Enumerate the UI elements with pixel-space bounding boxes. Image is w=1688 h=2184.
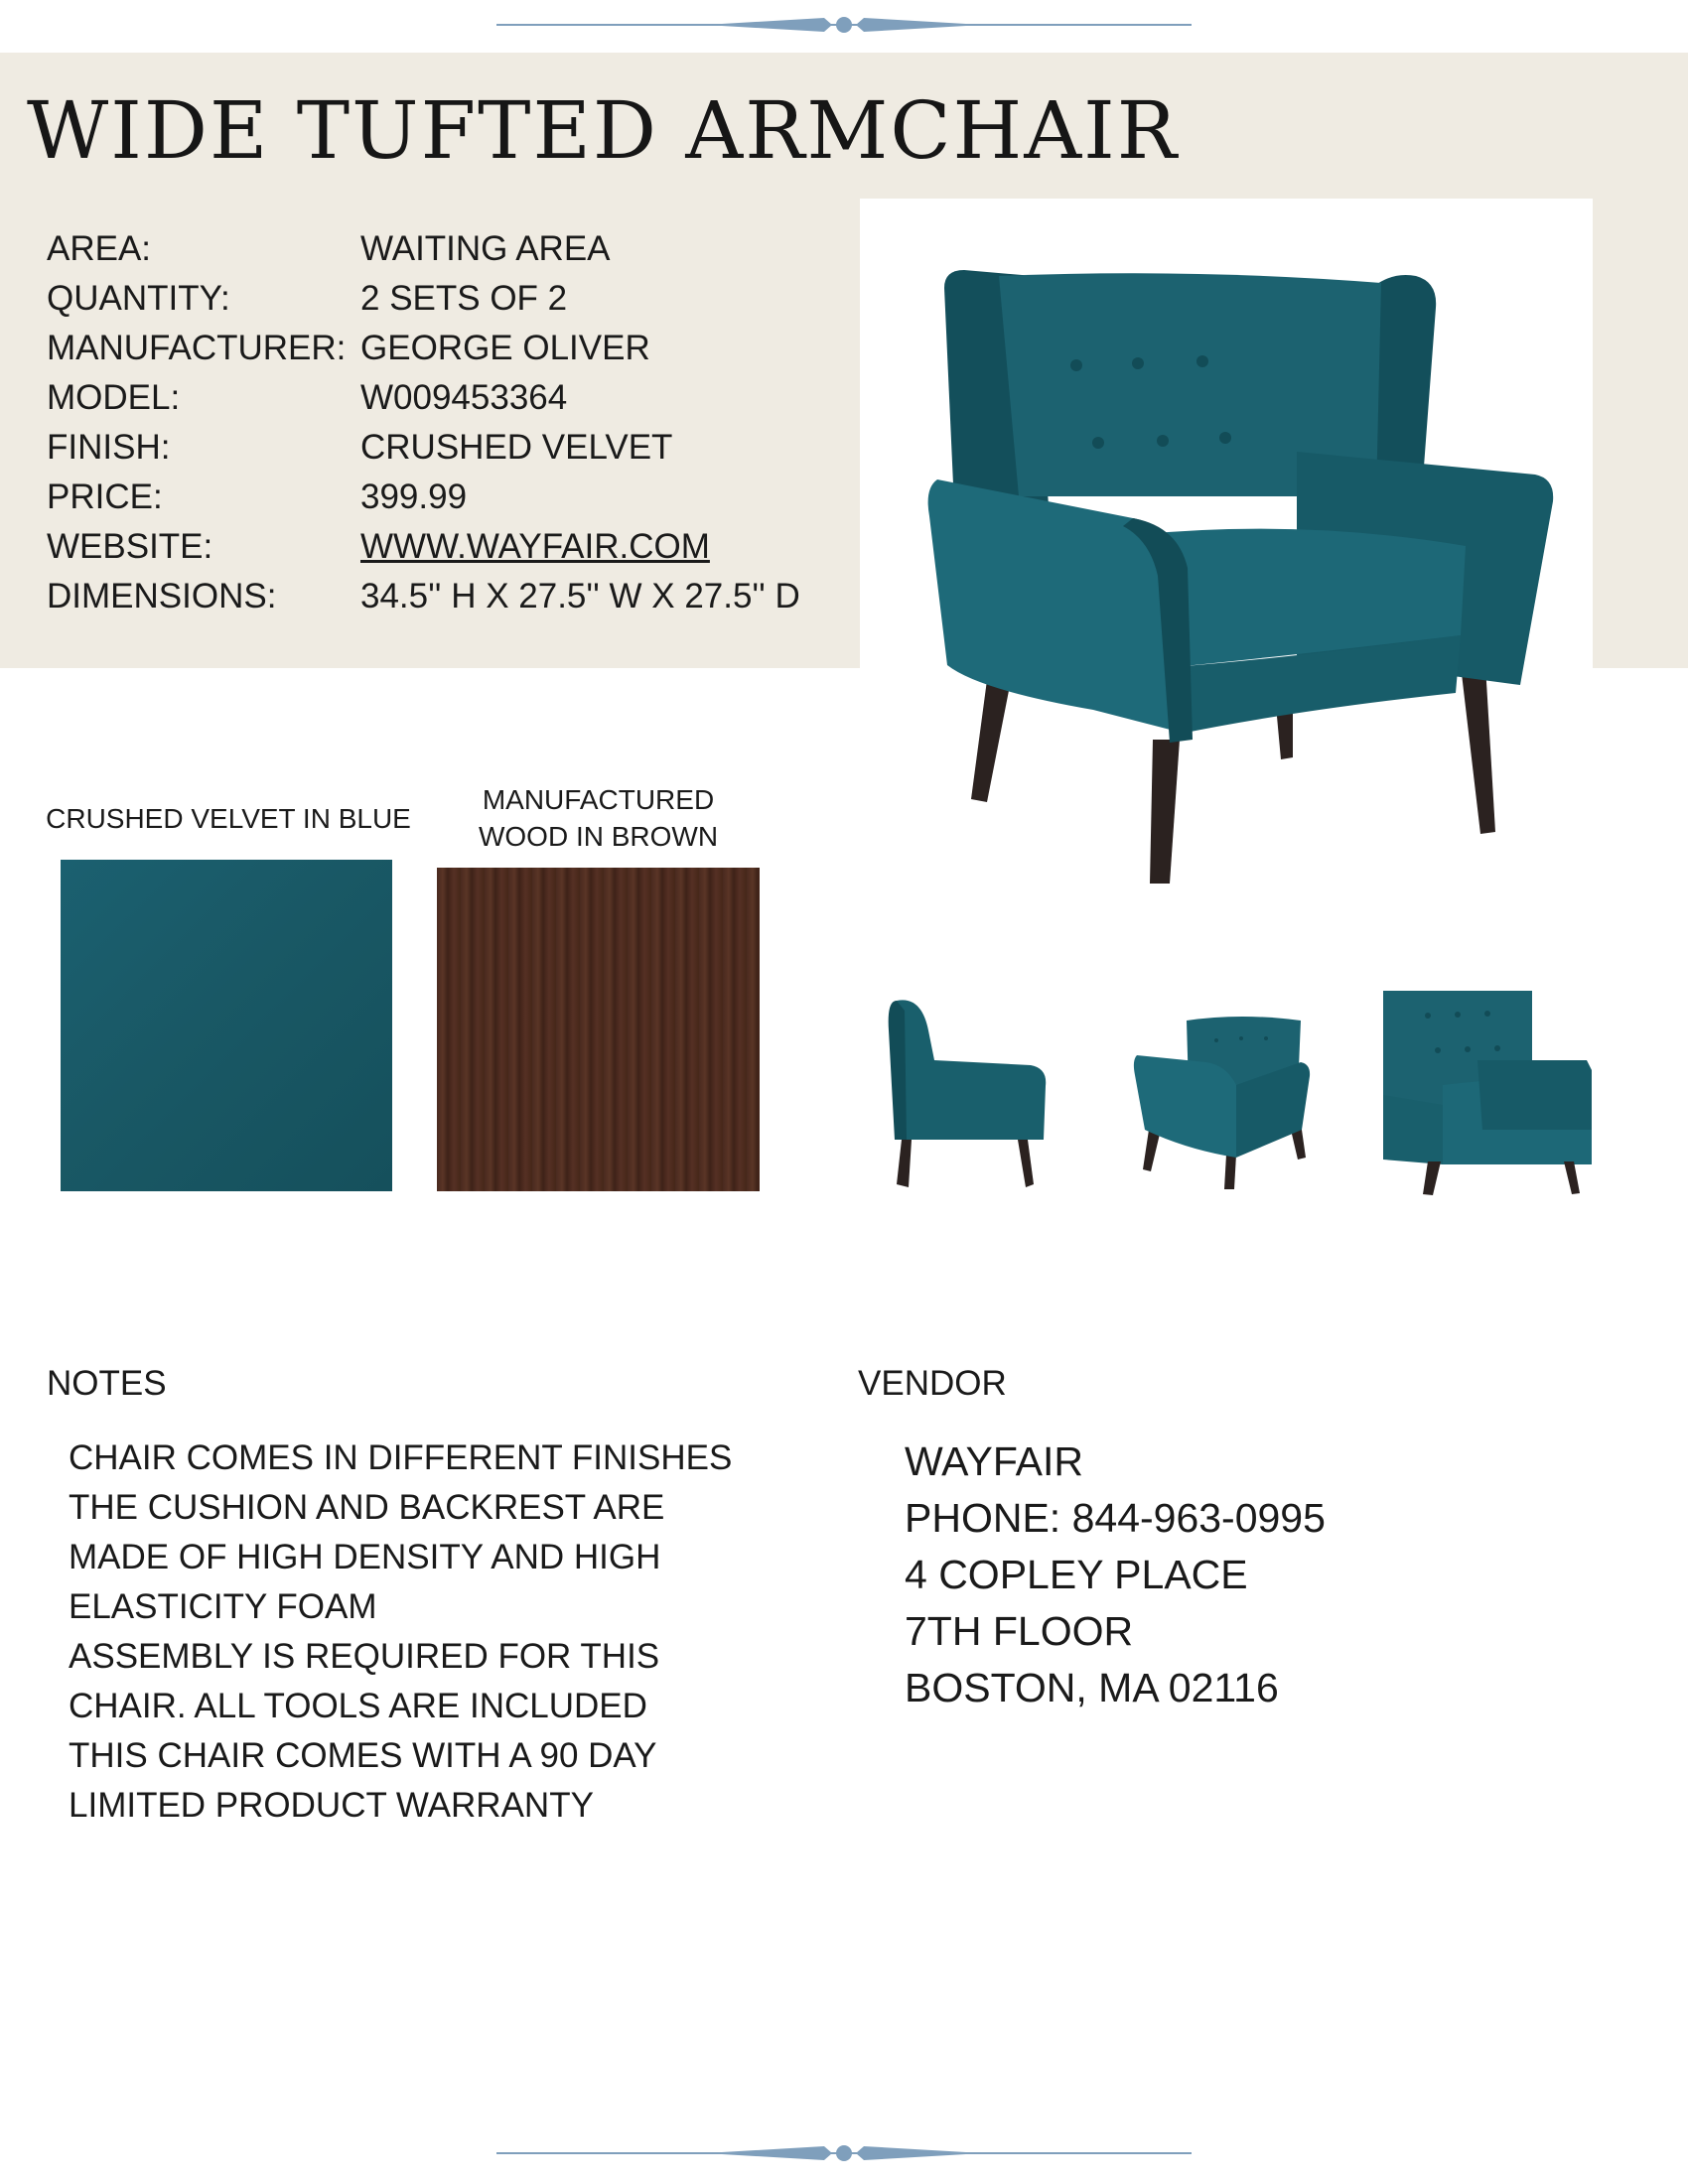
spec-label: PRICE: bbox=[47, 478, 163, 516]
vendor-phone: PHONE: 844-963-0995 bbox=[905, 1495, 1326, 1541]
wood-swatch-label: MANUFACTURED WOOD IN BROWN bbox=[478, 784, 719, 852]
spec-row-model bbox=[47, 373, 800, 423]
note-line: THIS CHAIR COMES WITH A 90 DAY bbox=[69, 1736, 657, 1775]
main-product-photo bbox=[860, 199, 1593, 931]
vendor-address-line: 7TH FLOOR bbox=[905, 1608, 1134, 1654]
thumbnail-front-view[interactable] bbox=[1127, 991, 1331, 1194]
vendor-heading: VENDOR bbox=[858, 1364, 1007, 1403]
note-line: ELASTICITY FOAM bbox=[69, 1587, 377, 1626]
spec-table bbox=[47, 224, 800, 621]
velvet-swatch bbox=[61, 860, 392, 1191]
spec-row-quantity bbox=[47, 274, 800, 324]
spec-row-website bbox=[47, 522, 800, 572]
page-title: WIDE TUFTED ARMCHAIR bbox=[27, 84, 1179, 177]
spec-row-finish bbox=[47, 423, 800, 473]
spec-value: 399.99 bbox=[360, 478, 468, 516]
spec-label: MANUFACTURER: bbox=[47, 329, 347, 367]
velvet-swatch-label: CRUSHED VELVET IN BLUE bbox=[46, 803, 411, 834]
spec-label: DIMENSIONS: bbox=[47, 577, 277, 615]
note-line: MADE OF HIGH DENSITY AND HIGH bbox=[69, 1538, 661, 1576]
top-ornament-divider bbox=[496, 10, 1192, 40]
bottom-ornament-divider bbox=[496, 2138, 1192, 2168]
note-line: ASSEMBLY IS REQUIRED FOR THIS bbox=[69, 1637, 660, 1676]
armchair-detail-view-icon bbox=[1383, 991, 1592, 1199]
spec-value: W009453364 bbox=[360, 378, 568, 417]
armchair-front-view-icon bbox=[1127, 991, 1331, 1194]
spec-label: MODEL: bbox=[47, 378, 181, 417]
spec-value: CRUSHED VELVET bbox=[360, 428, 673, 467]
spec-label: FINISH: bbox=[47, 428, 171, 467]
spec-label: WEBSITE: bbox=[47, 527, 213, 566]
note-line: THE CUSHION AND BACKREST ARE bbox=[69, 1488, 665, 1527]
note-line: LIMITED PRODUCT WARRANTY bbox=[69, 1786, 594, 1825]
note-line: CHAIR. ALL TOOLS ARE INCLUDED bbox=[69, 1687, 647, 1725]
armchair-illustration bbox=[860, 199, 1593, 931]
notes-list bbox=[69, 1433, 732, 1831]
thumbnail-side-view[interactable] bbox=[867, 991, 1055, 1194]
spec-value: GEORGE OLIVER bbox=[360, 329, 650, 367]
spec-value: 2 SETS OF 2 bbox=[360, 279, 568, 318]
thumbnail-detail-view[interactable] bbox=[1383, 991, 1592, 1199]
spec-row-manufacturer bbox=[47, 324, 800, 373]
spec-row-area bbox=[47, 224, 800, 274]
spec-row-price bbox=[47, 473, 800, 522]
vendor-name: WAYFAIR bbox=[905, 1438, 1083, 1484]
armchair-side-view-icon bbox=[867, 991, 1055, 1194]
spec-row-dimensions bbox=[47, 572, 800, 621]
vendor-info bbox=[905, 1433, 1326, 1716]
vendor-address-line: 4 COPLEY PLACE bbox=[905, 1552, 1248, 1597]
note-line: CHAIR COMES IN DIFFERENT FINISHES bbox=[69, 1438, 733, 1477]
notes-heading: NOTES bbox=[47, 1364, 167, 1403]
spec-label: AREA: bbox=[47, 229, 152, 268]
website-link[interactable]: WWW.WAYFAIR.COM bbox=[360, 527, 710, 566]
spec-value: 34.5'' H X 27.5'' W X 27.5'' D bbox=[360, 577, 800, 615]
spec-label: QUANTITY: bbox=[47, 279, 230, 318]
wood-swatch bbox=[437, 868, 760, 1191]
vendor-city: BOSTON, MA 02116 bbox=[905, 1665, 1279, 1710]
spec-value: WAITING AREA bbox=[360, 229, 611, 268]
